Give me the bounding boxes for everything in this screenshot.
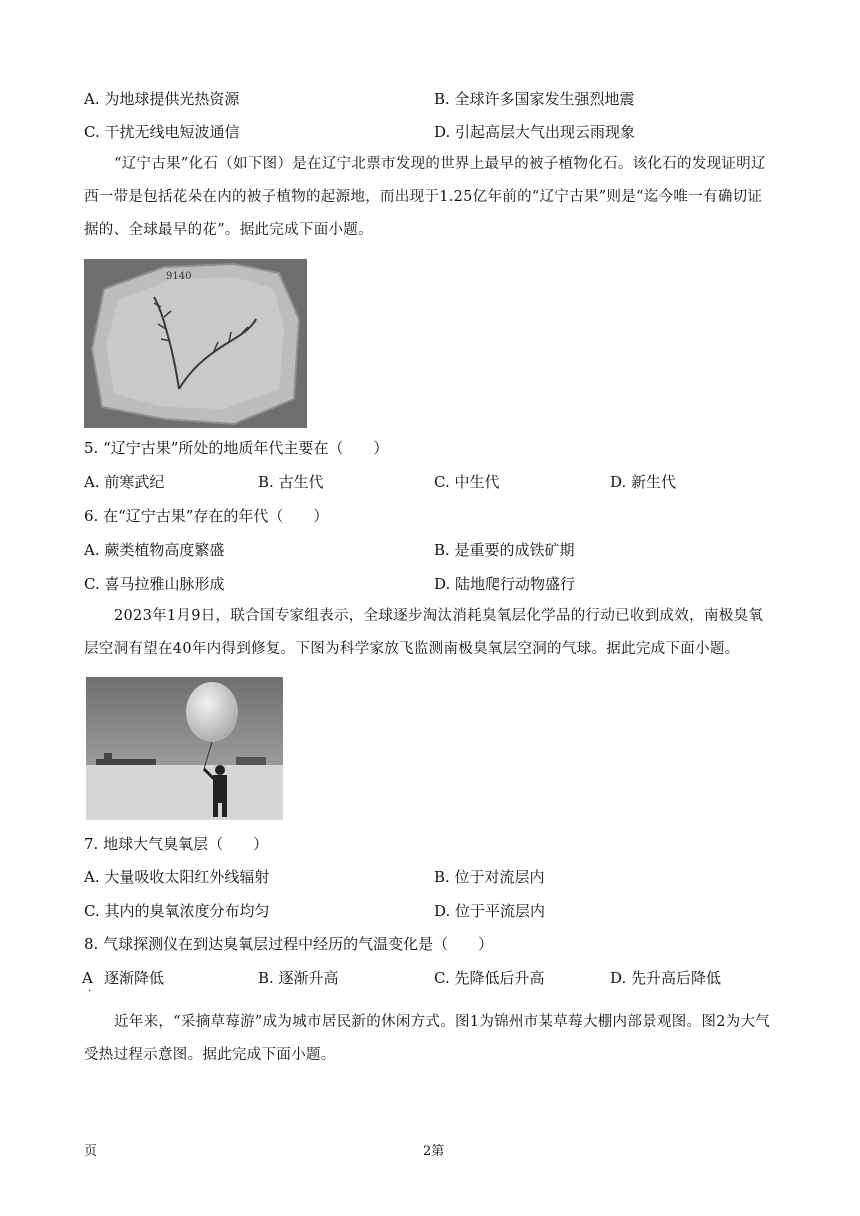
fossil-image <box>84 259 307 428</box>
q6-option-b: B. 是重要的成铁矿期 <box>434 541 575 559</box>
fossil-label: 9140 <box>166 271 192 282</box>
balloon-image <box>86 677 283 820</box>
page-number: 2第 <box>423 1144 445 1159</box>
q8-option-a-text: 逐渐降低 <box>104 969 165 987</box>
q8-option-a-letter: A <box>82 969 93 987</box>
q4-option-a: A. 为地球提供光热资源 <box>84 90 240 108</box>
q6-option-d: D. 陆地爬行动物盛行 <box>434 575 576 593</box>
q7-stem: 7. 地球大气臭氧层（ ） <box>84 835 269 853</box>
q7-option-c: C. 其内的臭氧浓度分布均匀 <box>84 902 270 920</box>
balloon-photo <box>86 677 283 820</box>
q4-option-c: C. 干扰无线电短波通信 <box>84 123 240 141</box>
q8-stem: 8. 气球探测仪在到达臭氧层过程中经历的气温变化是（ ） <box>84 935 494 953</box>
fossil-photo <box>84 259 307 428</box>
q8-option-a-dot: · <box>88 986 92 997</box>
q7-option-b: B. 位于对流层内 <box>434 868 545 886</box>
q4-option-d: D. 引起高层大气出现云雨现象 <box>434 123 636 141</box>
q7-option-d: D. 位于平流层内 <box>434 902 546 920</box>
q5-option-d: D. 新生代 <box>610 473 677 491</box>
q8-option-b: B. 逐渐升高 <box>258 969 339 987</box>
q7-option-a: A. 大量吸收太阳红外线辐射 <box>84 868 270 886</box>
footer-left: 页 <box>84 1144 98 1159</box>
q6-stem: 6. 在“辽宁古果”存在的年代（ ） <box>84 507 329 525</box>
q4-option-b: B. 全球许多国家发生强烈地震 <box>434 90 635 108</box>
q6-option-a: A. 蕨类植物高度繁盛 <box>84 541 225 559</box>
passage-strawberry: 近年来，“采摘草莓游”成为城市居民新的休闲方式。图1为锦州市某草莓大棚内部景观图。图2为大气受热过程示意图。据此完成下面小题。 <box>84 1014 771 1063</box>
q8-option-d: D. 先升高后降低 <box>610 969 722 987</box>
q5-option-a: A. 前寒武纪 <box>84 473 165 491</box>
q6-option-c: C. 喜马拉雅山脉形成 <box>84 575 225 593</box>
q5-option-c: C. 中生代 <box>434 473 500 491</box>
q5-stem: 5. “辽宁古果”所处的地质年代主要在（ ） <box>84 439 389 457</box>
q8-option-c: C. 先降低后升高 <box>434 969 545 987</box>
passage-liaoning-fossil: “辽宁古果”化石（如下图）是在辽宁北票市发现的世界上最早的被子植物化石。该化石的发现证明辽西一带是包括花朵在内的被子植物的起源地，而出现于1.25亿年前的“辽宁古果”则是“迄今唯一有确切证据的、全球最早的花”。据此完成下面小题。 <box>84 156 766 238</box>
passage-ozone: 2023年1月9日，联合国专家组表示，全球逐步淘汰消耗臭氧层化学品的行动已收到成效，南极臭氧层空洞有望在40年内得到修复。下图为科学家放飞监测南极臭氧层空洞的气球。据此完成下面小题。 <box>84 608 764 657</box>
q5-option-b: B. 古生代 <box>258 473 324 491</box>
